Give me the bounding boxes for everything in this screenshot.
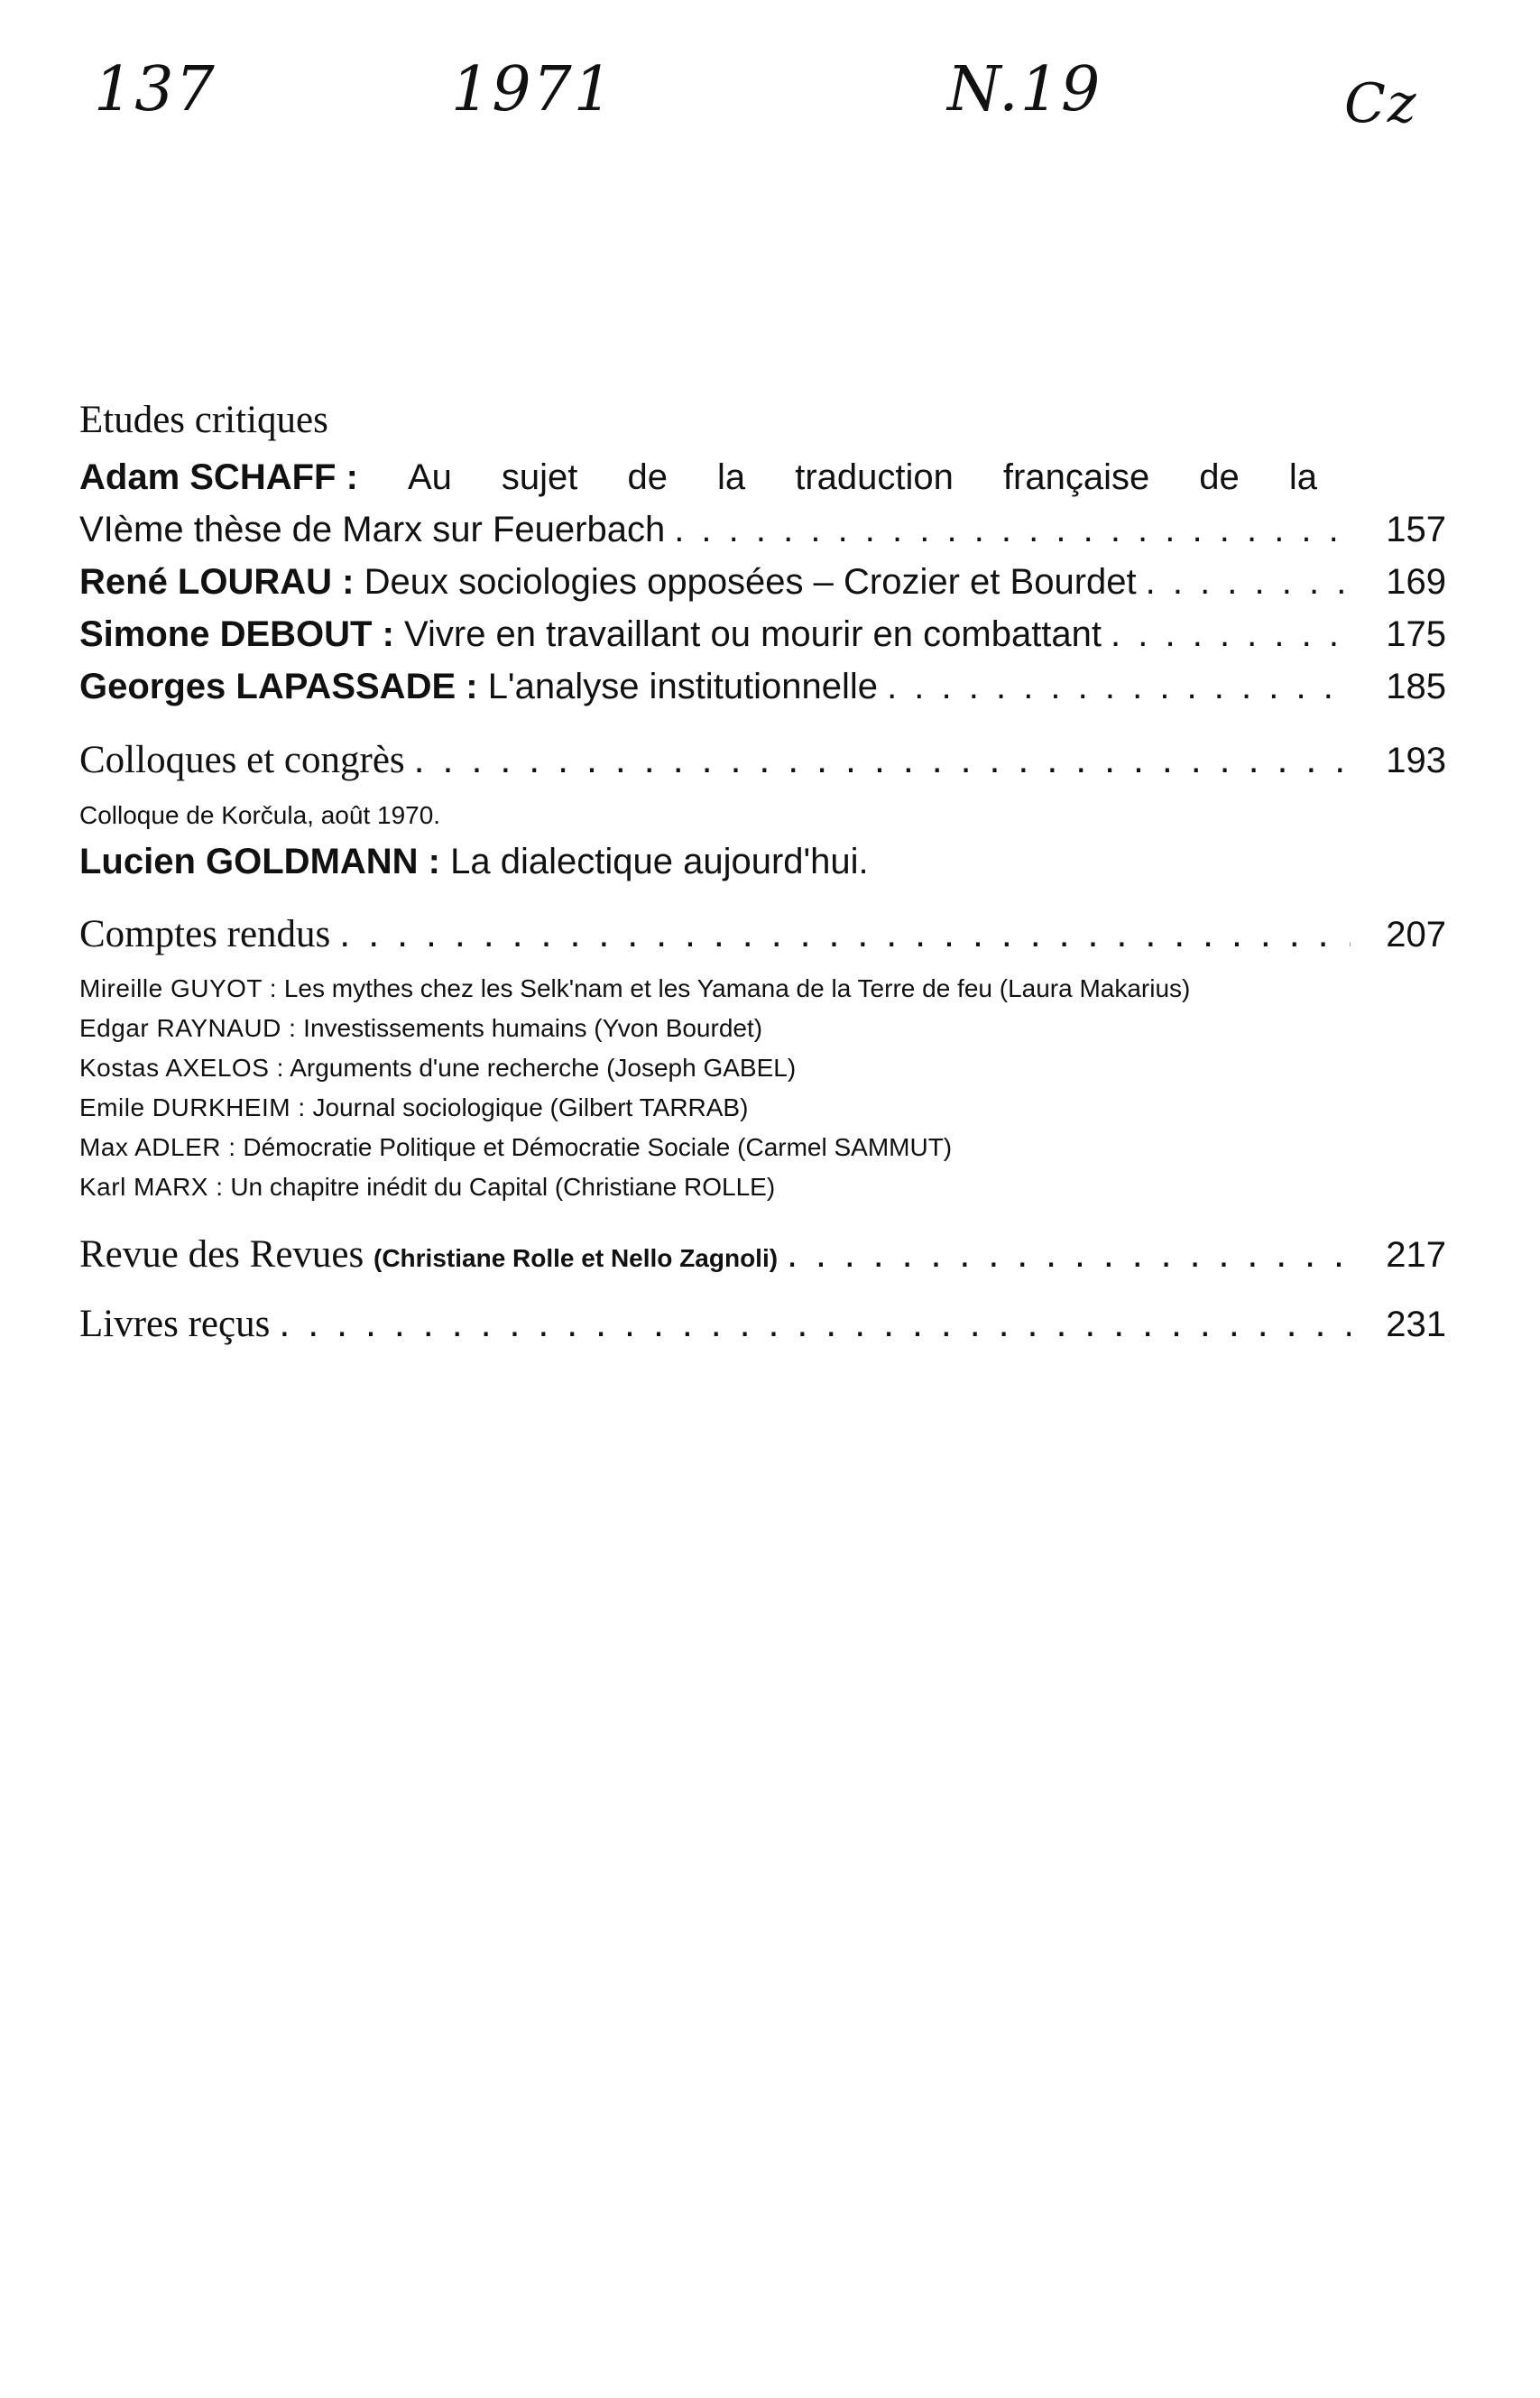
section-heading-colloques: Colloques et congrès — [79, 738, 405, 781]
review-author: Emile DURKHEIM : — [79, 1093, 306, 1121]
review-list — [79, 969, 1446, 1207]
page-number: 169 — [1386, 561, 1446, 602]
title-word: de — [627, 457, 668, 497]
list-item — [79, 1128, 1446, 1167]
entry-label — [79, 556, 1137, 608]
list-item — [79, 1048, 1446, 1088]
dot-leader — [1146, 556, 1351, 608]
toc-entry-lapassade — [79, 660, 1446, 713]
section-row-revue — [79, 1232, 1446, 1277]
review-text: Arguments d'une recherche (Joseph GABEL) — [290, 1053, 797, 1082]
toc-entry-schaff — [79, 451, 1446, 556]
entry-title: La dialectique aujourd'hui. — [450, 841, 869, 881]
title-word: de — [1199, 457, 1240, 497]
section-label-revue — [79, 1232, 778, 1277]
review-text: Démocratie Politique et Démocratie Sociale (Carmel SAMMUT) — [243, 1132, 953, 1161]
toc-entry-second-line — [79, 503, 1446, 556]
section-row-livres — [79, 1302, 1446, 1346]
review-text: Un chapitre inédit du Capital (Christiane ROLLE) — [230, 1172, 776, 1201]
title-word: traduction — [795, 457, 954, 497]
entry-label — [79, 660, 878, 713]
toc-entry-first-line — [79, 451, 1317, 503]
section-row-colloques — [79, 738, 1446, 782]
review-text: Journal sociologique (Gilbert TARRAB) — [312, 1093, 749, 1121]
entry-title: Vivre en travaillant ou mourir en combattant — [404, 613, 1102, 654]
dot-leader — [887, 660, 1351, 713]
page-number: 157 — [1386, 509, 1446, 549]
entry-label — [79, 608, 1102, 660]
table-of-contents — [79, 397, 1446, 1346]
page-number: 207 — [1386, 914, 1446, 955]
section-heading-comptes: Comptes rendus — [79, 912, 331, 955]
handwritten-note-number: 137 — [94, 54, 217, 125]
entry-author: René LOURAU : — [79, 561, 355, 602]
section-row-comptes — [79, 912, 1446, 956]
title-word: la — [717, 457, 746, 497]
colloque-note: Colloque de Korčula, août 1970. — [79, 800, 441, 829]
entry-author: Lucien GOLDMANN : — [79, 841, 440, 881]
section-heading-etudes: Etudes critiques — [79, 399, 328, 441]
list-item — [79, 1088, 1446, 1128]
entry-author: Adam SCHAFF : — [79, 457, 358, 497]
entry-title: L'analyse institutionnelle — [487, 666, 879, 706]
page-number: 231 — [1386, 1304, 1446, 1344]
page-number: 175 — [1386, 613, 1446, 654]
page-number: 193 — [1386, 740, 1446, 780]
review-author: Karl MARX : — [79, 1172, 224, 1201]
handwritten-note-issue: N.19 — [947, 54, 1102, 125]
section-heading-revue: Revue des Revues — [79, 1232, 364, 1276]
review-text: Les mythes chez les Selk'nam et les Yamana de la Terre de feu (Laura Makarius) — [283, 973, 1191, 1002]
title-word: sujet — [501, 457, 578, 497]
entry-author: Georges LAPASSADE : — [79, 666, 478, 706]
entry-title: VIème thèse de Marx sur Feuerbach — [79, 509, 666, 549]
list-item — [79, 1167, 1446, 1207]
dot-leader — [674, 503, 1351, 556]
review-author: Mireille GUYOT : — [79, 973, 278, 1002]
dot-leader — [787, 1232, 1351, 1277]
review-author: Edgar RAYNAUD : — [79, 1013, 297, 1042]
dot-leader — [414, 738, 1351, 782]
list-item — [79, 1009, 1446, 1048]
toc-entry-lourau — [79, 556, 1446, 608]
dot-leader — [1111, 608, 1351, 660]
handwritten-note-year: 1971 — [451, 54, 615, 125]
list-item — [79, 969, 1446, 1009]
title-word: la — [1288, 457, 1317, 497]
review-author: Kostas AXELOS : — [79, 1053, 284, 1082]
title-word: Au — [407, 457, 452, 497]
section-subtitle-revue: (Christiane Rolle et Nello Zagnoli) — [373, 1243, 779, 1272]
page-number: 185 — [1386, 666, 1446, 706]
section-heading-livres: Livres reçus — [79, 1302, 271, 1345]
page-number: 217 — [1386, 1234, 1446, 1275]
review-text: Investissements humains (Yvon Bourdet) — [303, 1013, 763, 1042]
dot-leader — [339, 912, 1351, 956]
handwritten-note-code: Cz — [1344, 72, 1418, 135]
review-author: Max ADLER : — [79, 1132, 236, 1161]
entry-title: Deux sociologies opposées – Crozier et Bourdet — [364, 561, 1137, 602]
toc-entry-goldmann — [79, 836, 1446, 887]
dot-leader — [279, 1302, 1351, 1346]
entry-author: Simone DEBOUT : — [79, 613, 394, 654]
title-word: française — [1002, 457, 1150, 497]
toc-entry-debout — [79, 608, 1446, 660]
